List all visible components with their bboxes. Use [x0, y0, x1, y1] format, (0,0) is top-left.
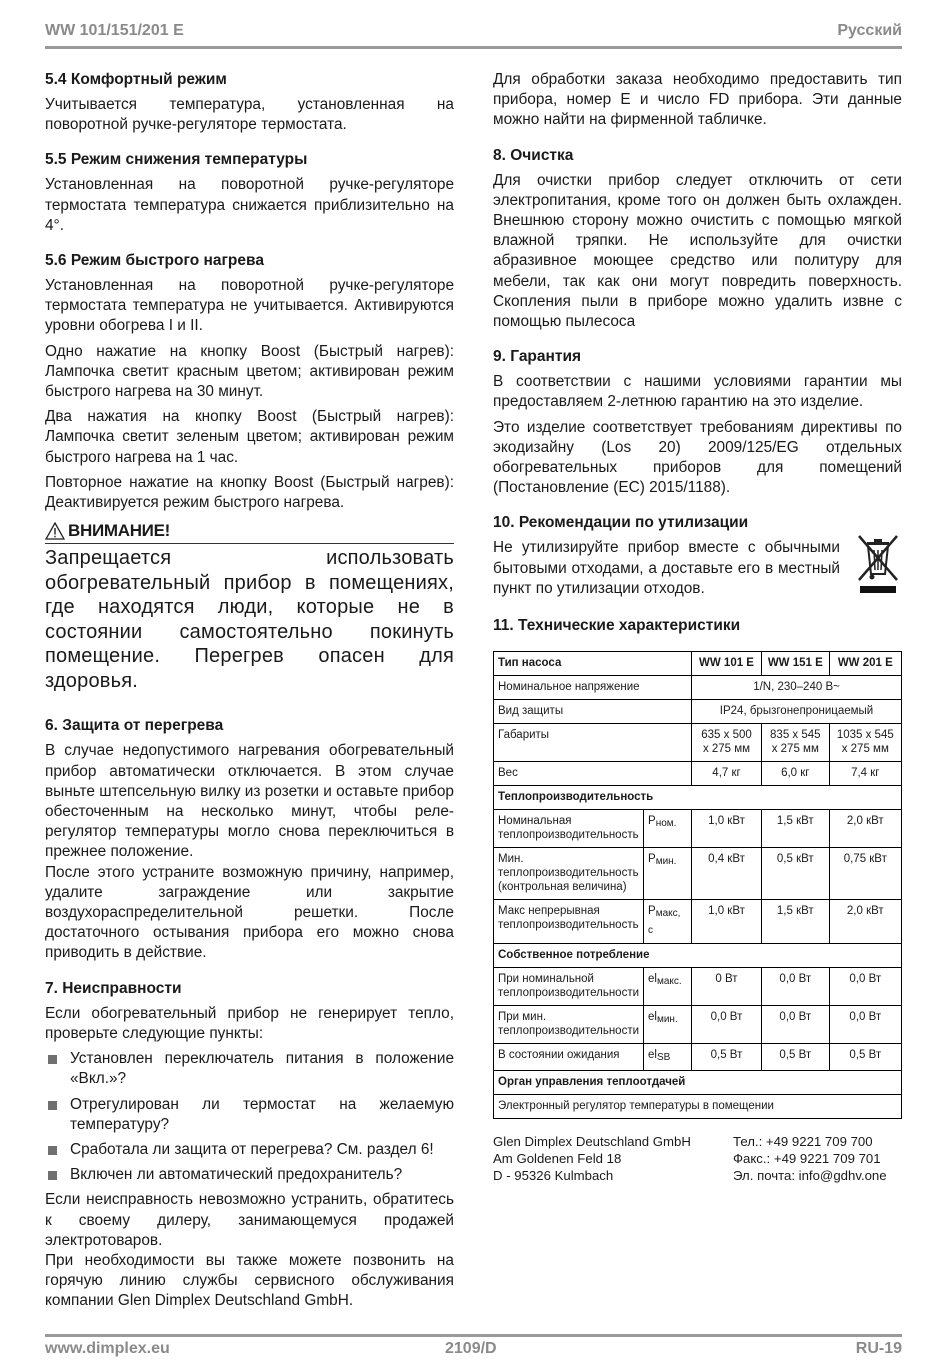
paragraph: Для обработки заказа необходимо предоставить тип прибора, номер E и число FD прибора. Эти данные можно найти на фирменной табличке.: [493, 71, 902, 129]
table-cell: При мин. теплопроизводительности: [494, 1006, 644, 1044]
footer-code: 2109/D: [445, 1340, 497, 1357]
table-row: [494, 848, 902, 900]
paragraph: Установленная на поворотной ручке-регуляторе термостата температура не учитывается. Активируются уровни обогрева I и II.: [45, 277, 454, 335]
table-cell: Мин. теплопроизводительность (контрольная величина): [494, 848, 644, 900]
list-item: Сработала ли защита от перегрева? См. раздел 6!: [45, 1140, 454, 1160]
table-cell: 2,0 кВт: [829, 900, 901, 944]
crossed-bin-icon: [854, 534, 902, 596]
table-cell: Номинальное напряжение: [494, 676, 692, 700]
table-symbol: elSB: [644, 1044, 692, 1071]
header-language: Русский: [837, 22, 902, 39]
table-cell: WW 201 E: [829, 652, 901, 676]
table-cell: Вид защиты: [494, 700, 692, 724]
table-cell: 0,5 кВт: [762, 848, 830, 900]
table-row: [494, 968, 902, 1006]
table-row: [494, 700, 902, 724]
paragraph: Установленная на поворотной ручке-регуляторе термостата температура снижается приблизительно на 4°.: [45, 176, 454, 234]
table-cell: 0,75 кВт: [829, 848, 901, 900]
left-column: [45, 70, 454, 1317]
table-row: [494, 652, 902, 676]
table-cell: 1,5 кВт: [762, 810, 830, 848]
table-cell: 4,7 кг: [692, 762, 762, 786]
table-section-title: Теплопроизводительность: [494, 786, 902, 810]
list-item: Включен ли автоматический предохранитель?: [45, 1165, 454, 1185]
table-section-row: [494, 1071, 902, 1095]
paragraph: Это изделие соответствует требованиям директивы по экодизайну (Los 20) 2009/125/EG отдельных обогревательных приборов для помещений (Постановление (EC) 2015/1188).: [493, 418, 902, 497]
table-cell: 0,0 Вт: [762, 1006, 830, 1044]
paragraph: Не утилизируйте прибор вместе с обычными бытовыми отходами, а доставьте его в местный пункт по утилизации отходов.: [493, 539, 840, 597]
warning-title: ВНИМАНИЕ!: [68, 521, 171, 541]
page-header: [45, 22, 902, 46]
table-symbol: elмин.: [644, 1006, 692, 1044]
table-cell: 0,0 Вт: [692, 1006, 762, 1044]
paragraph: В соответствии с нашими условиями гарантии мы предоставляем 2-летнюю гарантию на это изделие.: [493, 373, 902, 411]
list-item: Отрегулирован ли термостат на желаемую температуру?: [45, 1095, 454, 1135]
table-symbol: Pмин.: [644, 848, 692, 900]
table-section-title: Орган управления теплоотдачей: [494, 1071, 902, 1095]
table-cell: 0,0 Вт: [829, 1006, 901, 1044]
table-cell: Тип насоса: [494, 652, 692, 676]
table-cell: 1,0 кВт: [692, 900, 762, 944]
warning-text: Запрещается использовать обогревательный прибор в помещениях, где находятся люди, которые не в состоянии самостоятельно покинуть помещение. Перегрев опасен для здоровья.: [45, 547, 454, 692]
footer-rule: [45, 1334, 902, 1337]
table-row: [494, 810, 902, 848]
table-cell: 2,0 кВт: [829, 810, 901, 848]
list-item: Установлен переключатель питания в положение «Вкл.»?: [45, 1049, 454, 1089]
footer-page-number: RU-19: [855, 1340, 902, 1357]
section-title: 5.4 Комфортный режим: [45, 71, 227, 88]
section-title: 5.5 Режим снижения температуры: [45, 151, 308, 169]
table-cell: 0 Вт: [692, 968, 762, 1006]
table-row: [494, 676, 902, 700]
company-address: Glen Dimplex Deutschland GmbH Am Goldenen Feld 18 D - 95326 Kulmbach: [493, 1134, 691, 1184]
table-cell: В состоянии ожидания: [494, 1044, 644, 1071]
table-cell: 0,5 Вт: [829, 1044, 901, 1071]
section-title: 6. Защита от перегрева: [45, 717, 224, 735]
table-cell: IP24, брызгонепроницаемый: [692, 700, 902, 724]
header-model: WW 101/151/201 E: [45, 22, 184, 39]
table-cell: 0,5 Вт: [762, 1044, 830, 1071]
table-symbol: Pном.: [644, 810, 692, 848]
table-row: [494, 900, 902, 944]
paragraph: Если неисправность невозможно устранить, обратитесь к своему дилеру, занимающемуся продажей электротоваров.: [45, 1191, 454, 1249]
company-contact: [493, 1133, 902, 1184]
table-cell: Вес: [494, 762, 692, 786]
table-section-title: Собственное потребление: [494, 944, 902, 968]
table-cell: WW 151 E: [762, 652, 830, 676]
table-cell: 6,0 кг: [762, 762, 830, 786]
table-cell: 0,0 Вт: [829, 968, 901, 1006]
section-title: 11. Технические характеристики: [493, 617, 741, 635]
section-title: 5.6 Режим быстрого нагрева: [45, 252, 264, 270]
company-phone-email: Тел.: +49 9221 709 700 Факс.: +49 9221 709 701 Эл. почта: info@gdhv.one: [733, 1134, 887, 1184]
table-row: [494, 1095, 902, 1119]
table-cell: Габариты: [494, 724, 692, 762]
table-cell: 0,5 Вт: [692, 1044, 762, 1071]
paragraph: Если обогревательный прибор не генерирует тепло, проверьте следующие пункты:: [45, 1004, 454, 1042]
paragraph: В случае недопустимого нагревания обогревательный прибор автоматически отключается. В этом случае выньте штепсельную вилку из розетки и оставьте прибор обесточенным на несколько минут, чтобы реле-регулятор температуры могло снова переключиться в прежнее положение.: [45, 742, 454, 861]
section-title: 9. Гарантия: [493, 348, 582, 366]
table-section-row: [494, 944, 902, 968]
table-cell: 0,0 Вт: [762, 968, 830, 1006]
paragraph: Для очистки прибор следует отключить от сети электропитания, кроме того он должен быть охлажден. Внешнюю сторону можно очистить с помощью мягкой влажной тряпки. Не используйте для очистки абразивное моющее средство или политуру для мебели, так как они могут повредить поверхность. Скопления пыли в приборе можно удалить извне с помощью пылесоса: [493, 171, 902, 331]
table-cell: 835 x 545 x 275 мм: [762, 724, 830, 762]
table-cell: Электронный регулятор температуры в помещении: [494, 1095, 902, 1119]
table-cell: 1,5 кВт: [762, 900, 830, 944]
warning-triangle-icon: [45, 522, 65, 540]
spec-table: [493, 651, 902, 1119]
paragraph: При необходимости вы также можете позвонить на горячую линию службы сервисного обслуживания компании Glen Dimplex Deutschland GmbH.: [45, 1251, 454, 1310]
warning-header: [45, 521, 454, 544]
table-row: [494, 1006, 902, 1044]
footer-website: www.dimplex.eu: [45, 1340, 170, 1357]
table-cell: Номинальная теплопроизводительность: [494, 810, 644, 848]
paragraph: Два нажатия на кнопку Boost (Быстрый нагрев): Лампочка светит зеленым цветом; активирован режим быстрого нагрева на 1 час.: [45, 408, 454, 466]
table-cell: 635 x 500 x 275 мм: [692, 724, 762, 762]
table-row: [494, 762, 902, 786]
table-symbol: elмакс.: [644, 968, 692, 1006]
section-title: 7. Неисправности: [45, 979, 182, 997]
table-symbol: Pмакс, c: [644, 900, 692, 944]
table-cell: 0,4 кВт: [692, 848, 762, 900]
paragraph: Одно нажатие на кнопку Boost (Быстрый нагрев): Лампочка светит красным цветом; активирован режим быстрого нагрева на 30 минут.: [45, 342, 454, 401]
table-row: [494, 1044, 902, 1071]
page-footer: [45, 1340, 902, 1358]
table-cell: Макс непрерывная теплопроизводительность: [494, 900, 644, 944]
paragraph: Повторное нажатие на кнопку Boost (Быстрый нагрев): Деактивируется режим быстрого нагрева.: [45, 473, 454, 512]
paragraph: После этого устраните возможную причину, например, удалите заграждение или закрытие воздухораспределительной решетки. После достаточного остывания прибора его можно снова приводить в действие.: [45, 863, 454, 962]
table-cell: 1035 x 545 x 275 мм: [829, 724, 901, 762]
paragraph: Учитывается температура, установленная на поворотной ручке-регуляторе термостата.: [45, 96, 454, 134]
table-row: [494, 724, 902, 762]
table-cell: 1/N, 230–240 В~: [692, 676, 902, 700]
header-rule: [45, 46, 902, 49]
table-cell: 1,0 кВт: [692, 810, 762, 848]
table-cell: WW 101 E: [692, 652, 762, 676]
table-section-row: [494, 786, 902, 810]
section-title: 10. Рекомендации по утилизации: [493, 514, 749, 532]
section-title: 8. Очистка: [493, 146, 574, 164]
right-column: [493, 70, 902, 1184]
table-cell: При номинальной теплопроизводительности: [494, 968, 644, 1006]
table-cell: 7,4 кг: [829, 762, 901, 786]
